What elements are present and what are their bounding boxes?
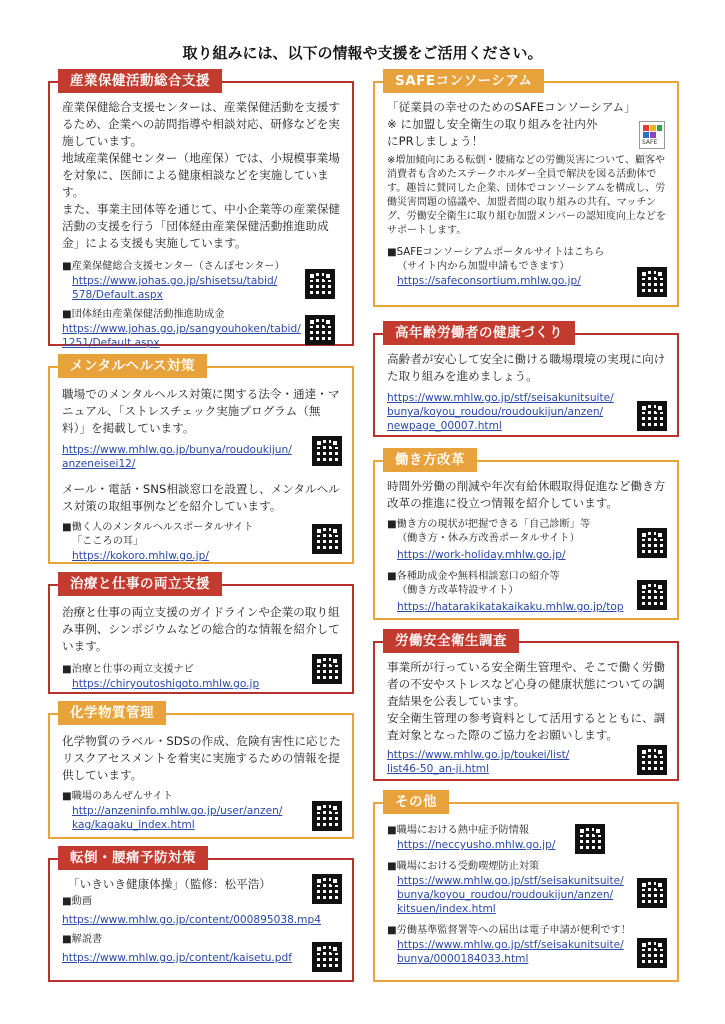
- paragraph: 事業所が行っている安全衛生管理や、そこで働く労働者の不安やストレスなど心身の健康状態についての調査結果を公表しています。: [387, 660, 666, 708]
- link-anzeninfo-1[interactable]: http://anzeninfo.mhlw.go.jp/user/anzen/: [72, 805, 283, 817]
- qr-code-icon: [312, 942, 342, 972]
- list-item: ■職場のあんぜんサイト: [62, 791, 173, 802]
- link-joseikin-1[interactable]: https://www.johas.go.jp/sangyouhoken/tabid/: [62, 323, 301, 335]
- list-item: ■労働基準監督署等への届出は電子申請が便利です！: [387, 925, 631, 936]
- paragraph: ※ に加盟し安全衛生の取り組みを社内外: [387, 117, 598, 131]
- qr-code-icon: [312, 874, 342, 904]
- list-item: （働き方・休み方改善ポータルサイト）: [397, 533, 580, 544]
- paragraph: にPRしましょう！: [387, 134, 484, 148]
- qr-code-icon: [312, 801, 342, 831]
- link-koureisha-2[interactable]: bunya/koyou_roudou/roudoukijun/anzen/: [387, 406, 604, 418]
- list-item: ■動画: [62, 896, 93, 907]
- link-kaisetu[interactable]: https://www.mhlw.go.jp/content/kaisetu.pdf: [62, 952, 292, 964]
- section-hatarakikata: [373, 452, 679, 620]
- list-item: ■SAFEコンソーシアムポータルサイトはこちら: [387, 247, 605, 258]
- section-safe: [373, 73, 679, 307]
- link-joseikin-2[interactable]: 1251/Default.aspx: [62, 337, 160, 349]
- paragraph: 高齢者が安心して安全に働ける職場環境の実現に向けた取り組みを進めましょう。: [387, 352, 666, 383]
- qr-code-icon: [637, 528, 667, 558]
- paragraph: 時間外労働の削減や年次有給休暇取得促進など働き方改革の推進に役立つ情報を紹介しています。: [387, 479, 666, 510]
- link-sanpo-center-1[interactable]: https://www.johas.go.jp/shisetsu/tabid/: [72, 275, 278, 287]
- list-item: ■職場における受動喫煙防止対策: [387, 861, 540, 872]
- paragraph: 「いきいき健康体操」（監修：松平浩）: [68, 877, 271, 891]
- paragraph: 安全衛生管理の参考資料として活用するとともに、調査対象となった際のご協力をお願いします。: [387, 711, 666, 742]
- paragraph: 「従業員の幸せのためのSAFEコンソーシアム」: [387, 100, 636, 114]
- link-anzeninfo-2[interactable]: kag/kagaku_index.html: [72, 819, 195, 831]
- link-chosa-2[interactable]: list46-50_an-ji.html: [387, 763, 490, 775]
- paragraph: 地域産業保健センター（地産保）では、小規模事業場を対象に、医師による健康相談などを実施しています。: [62, 151, 340, 199]
- section-tento: [48, 850, 354, 982]
- link-kitsuen-1[interactable]: https://www.mhlw.go.jp/stf/seisakunitsuite/: [397, 875, 624, 887]
- section-mental: [48, 358, 354, 564]
- paragraph: 職場でのメンタルヘルス対策に関する法令・通達・マニュアル、「ストレスチェック実施プログラム（無料）」を掲載しています。: [62, 387, 340, 435]
- link-sanpo-center-2[interactable]: 578/Default.aspx: [72, 289, 163, 301]
- qr-code-icon: [637, 401, 667, 431]
- section-sonota: [373, 794, 679, 982]
- link-kitsuen-3[interactable]: kitsuen/index.html: [397, 903, 496, 915]
- qr-code-icon: [637, 745, 667, 775]
- page-title: 取り組みには、以下の情報や支援をご活用ください。: [182, 44, 543, 62]
- link-work-holiday[interactable]: https://work-holiday.mhlw.go.jp/: [397, 549, 566, 561]
- link-safe-portal[interactable]: https://safeconsortium.mhlw.go.jp/: [397, 275, 581, 287]
- link-neccyusho[interactable]: https://neccyusho.mhlw.go.jp/: [397, 839, 556, 851]
- link-mental-1[interactable]: https://www.mhlw.go.jp/bunya/roudoukijun/: [62, 444, 292, 456]
- paragraph: 産業保健総合支援センターは、産業保健活動を支援するため、企業への訪問指導や相談対応、研修などを実施しています。: [62, 100, 340, 148]
- link-kokoro[interactable]: https://kokoro.mhlw.go.jp/: [72, 550, 209, 562]
- section-label: 労働安全衛生調査: [383, 629, 519, 653]
- list-item: ■治療と仕事の両立支援ナビ: [62, 664, 194, 675]
- list-item: ■働く人のメンタルヘルスポータルサイト: [62, 522, 254, 533]
- qr-code-icon: [312, 654, 342, 684]
- qr-code-icon: [637, 580, 667, 610]
- section-label: 働き方改革: [383, 448, 477, 472]
- link-koureisha-3[interactable]: newpage_00007.html: [387, 420, 502, 432]
- link-video[interactable]: https://www.mhlw.go.jp/content/000895038.mp4: [62, 914, 321, 926]
- link-chiryo[interactable]: https://chiryoutoshigoto.mhlw.go.jp: [72, 678, 260, 690]
- section-chosa: [373, 633, 679, 781]
- section-sangyo: [48, 73, 354, 349]
- list-item: ■各種助成金や無料相談窓口の紹介等: [387, 571, 560, 582]
- list-item: ■職場における熱中症予防情報: [387, 825, 530, 836]
- safe-logo-icon: SAFE: [639, 121, 665, 149]
- section-label: SAFEコンソーシアム: [383, 69, 544, 93]
- list-item: ■団体経由産業保健活動推進助成金: [62, 309, 225, 320]
- note: ※増加傾向にある転倒・腰痛などの労働災害について、顧客や消費者も含めたステークホルダー全員で解決を図る活動体です。趣旨に賛同した企業、団体でコンソーシアムを構成し、労働災害問題の協議や、加盟者間の取り組みの共有、マッチング、労働安全衛生に取り組む加盟メンバーの認知度向上などをサポートします。: [387, 155, 666, 236]
- link-denshi-2[interactable]: bunya/0000184033.html: [397, 953, 529, 965]
- qr-code-icon: [637, 878, 667, 908]
- list-item: （働き方改革特設サイト）: [397, 585, 519, 596]
- qr-code-icon: [305, 315, 335, 345]
- section-label: 治療と仕事の両立支援: [58, 572, 222, 596]
- section-label: 産業保健活動総合支援: [58, 69, 222, 93]
- paragraph: 化学物質のラベル・SDSの作成、危険有害性に応じたリスクアセスメントを着実に実施するための情報を提供しています。: [62, 734, 341, 782]
- section-koureisha: [373, 325, 679, 437]
- list-item: ■働き方の現状が把握できる「自己診断」等: [387, 519, 591, 530]
- link-kitsuen-2[interactable]: bunya/koyou_roudou/roudoukijun/anzen/: [397, 889, 614, 901]
- qr-code-icon: [312, 436, 342, 466]
- qr-code-icon: [637, 938, 667, 968]
- qr-code-icon: [637, 267, 667, 297]
- link-chosa-1[interactable]: https://www.mhlw.go.jp/toukei/list/: [387, 749, 570, 761]
- link-mental-2[interactable]: anzeneisei12/: [62, 458, 136, 470]
- section-kagaku: [48, 705, 354, 839]
- section-label: メンタルヘルス対策: [58, 354, 207, 378]
- section-label: その他: [383, 790, 449, 814]
- list-item: ■解説書: [62, 934, 103, 945]
- qr-code-icon: [575, 824, 605, 854]
- section-label: 高年齢労働者の健康づくり: [383, 321, 575, 345]
- list-item: （サイト内から加盟申請もできます）: [397, 261, 570, 272]
- paragraph: また、事業主団体等を通じて、中小企業等の産業保健活動の支援を行う「団体経由産業保健活動推進助成金」による支援も実施しています。: [62, 202, 341, 250]
- link-denshi-1[interactable]: https://www.mhlw.go.jp/stf/seisakunitsuite/: [397, 939, 624, 951]
- link-hatarakikata[interactable]: https://hatarakikatakaikaku.mhlw.go.jp/top: [397, 601, 624, 613]
- paragraph: 治療と仕事の両立支援のガイドラインや企業の取り組み事例、シンポジウムなどの総合的な情報を紹介しています。: [62, 605, 340, 653]
- list-item: 「こころの耳」: [72, 536, 144, 547]
- qr-code-icon: [312, 524, 342, 554]
- paragraph: メール・電話・SNS相談窓口を設置し、メンタルヘルス対策の取組事例などを紹介しています。: [62, 482, 340, 513]
- link-koureisha-1[interactable]: https://www.mhlw.go.jp/stf/seisakunitsuite/: [387, 392, 614, 404]
- section-label: 転倒・腰痛予防対策: [58, 846, 208, 870]
- list-item: ■産業保健総合支援センター（さんぽセンター）: [62, 261, 285, 272]
- section-label: 化学物質管理: [58, 701, 166, 725]
- section-chiryo: [48, 576, 354, 694]
- qr-code-icon: [305, 269, 335, 299]
